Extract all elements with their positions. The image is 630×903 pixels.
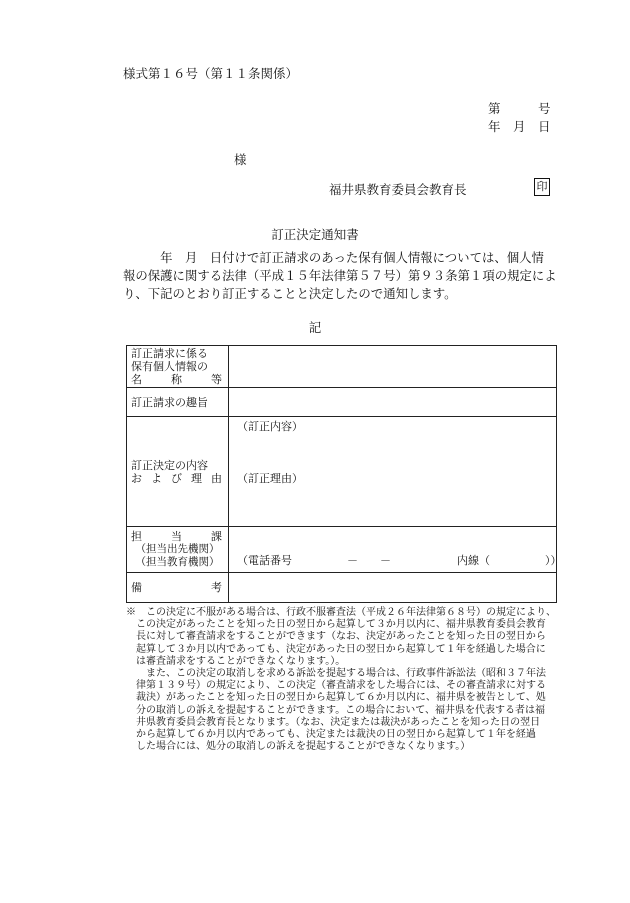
label-char: 名 <box>131 373 142 386</box>
note-line: この決定があったことを知った日の翌日から起算して３か月以内に、福井県教育委員会教育 <box>126 619 546 631</box>
addressee-suffix: 様 <box>234 152 247 167</box>
label-char: び <box>171 471 182 485</box>
label-char: 由 <box>211 471 222 485</box>
label-line <box>127 530 228 543</box>
row-value-info-name[interactable] <box>229 346 557 388</box>
date-day: 日 <box>538 119 551 134</box>
note-line: 律第１３９号）の規定により、この決定（審査請求をした場合には、その審査請求に対する <box>126 680 546 692</box>
row-label-department <box>127 527 229 573</box>
label-line <box>127 472 228 485</box>
notes-section <box>126 607 558 753</box>
body-paragraph <box>123 249 555 303</box>
body-line: 年 月 日付けで訂正請求のあった保有個人情報については、個人情 <box>123 250 544 265</box>
label-char: 称 <box>171 373 182 386</box>
ki-heading: 記 <box>308 320 322 335</box>
label-char: 備 <box>131 581 142 594</box>
row-label-request-purpose <box>127 388 229 417</box>
label-line: 保有個人情報の <box>131 360 208 373</box>
form-number: 様式第１６号（第１１条関係） <box>123 66 299 81</box>
label-char: 等 <box>211 373 222 386</box>
correction-content-label: （訂正内容） <box>237 420 303 433</box>
note-line: 分の取消しの訴えを提起することができます。この場合において、福井県を代表する者は福 <box>126 704 545 716</box>
label-char: 理 <box>191 471 202 485</box>
row-value-department[interactable] <box>229 527 562 573</box>
label-char: お <box>131 471 142 485</box>
phone-number-field: （電話番号 － － 内線（ ）） <box>237 554 562 567</box>
note-line: は審査請求をすることができなくなります。）。 <box>126 655 346 667</box>
note-line: から起算して６か月以内であっても、決定または裁決の日の翌日から起算して１年を経過 <box>126 729 536 741</box>
document-number-label: 第 <box>488 101 501 116</box>
document-number-suffix: 号 <box>538 101 551 116</box>
note-line: した場合には、処分の取消しの訴えを提起することができなくなります。） <box>126 741 471 753</box>
note-line: 裁決）があったことを知った日の翌日から起算して６か月以内に、福井県を被告として、処 <box>126 692 546 704</box>
document-title: 訂正決定通知書 <box>271 227 359 242</box>
row-label-info-name <box>127 346 229 388</box>
label-line: 訂正決定の内容 <box>131 458 208 472</box>
body-line: 報の保護に関する法律（平成１５年法律第５７号）第９３条第１項の規定によ <box>123 268 557 283</box>
label-line <box>127 373 228 386</box>
note-line: 井県教育委員会教育長となります。（なお、決定または裁決があったことを知った日の翌日 <box>126 716 541 728</box>
note-line: ※ この決定に不服がある場合は、行政不服審査法（平成２６年法律第６８号）の規定により、 <box>126 607 556 618</box>
seal-mark: 印 <box>534 178 550 196</box>
note-line: 長に対して審査請求をすることができます（なお、決定があったことを知った日の翌日から <box>126 631 546 643</box>
label-char: 当 <box>171 530 182 543</box>
date-year: 年 <box>488 119 501 134</box>
label-line: （担当教育機関） <box>135 556 220 568</box>
row-value-request-purpose[interactable] <box>229 388 557 417</box>
table-row <box>127 346 557 388</box>
row-value-remarks[interactable] <box>229 573 557 603</box>
issuer-name: 福井県教育委員会教育長 <box>329 182 467 197</box>
label-line: （担当出先機関） <box>135 543 220 555</box>
table-row <box>127 388 557 417</box>
row-label-decision <box>127 417 229 527</box>
label-char: 課 <box>211 530 222 543</box>
row-value-decision[interactable] <box>229 417 557 527</box>
label-line <box>127 581 228 594</box>
table-row <box>127 527 557 573</box>
label-char: 担 <box>131 530 142 543</box>
body-line: り、下記のとおり訂正することと決定したので通知します。 <box>123 286 457 301</box>
decision-table <box>126 345 562 603</box>
note-line: また、この決定の取消しを求める訴訟を提起する場合は、行政事件訴訟法（昭和３７年法 <box>126 668 546 680</box>
label-line: 訂正請求に係る <box>131 347 208 360</box>
table-row <box>127 417 557 527</box>
label-char: よ <box>151 471 162 485</box>
label-line: 訂正請求の趣旨 <box>131 395 208 409</box>
table-row <box>127 573 557 603</box>
label-char: 考 <box>211 581 222 594</box>
note-line: 起算して３か月以内であっても、決定があった日の翌日から起算して１年を経過した場合に <box>126 643 546 655</box>
date-month: 月 <box>513 119 526 134</box>
correction-reason-label: （訂正理由） <box>237 472 303 485</box>
row-label-remarks <box>127 573 229 603</box>
